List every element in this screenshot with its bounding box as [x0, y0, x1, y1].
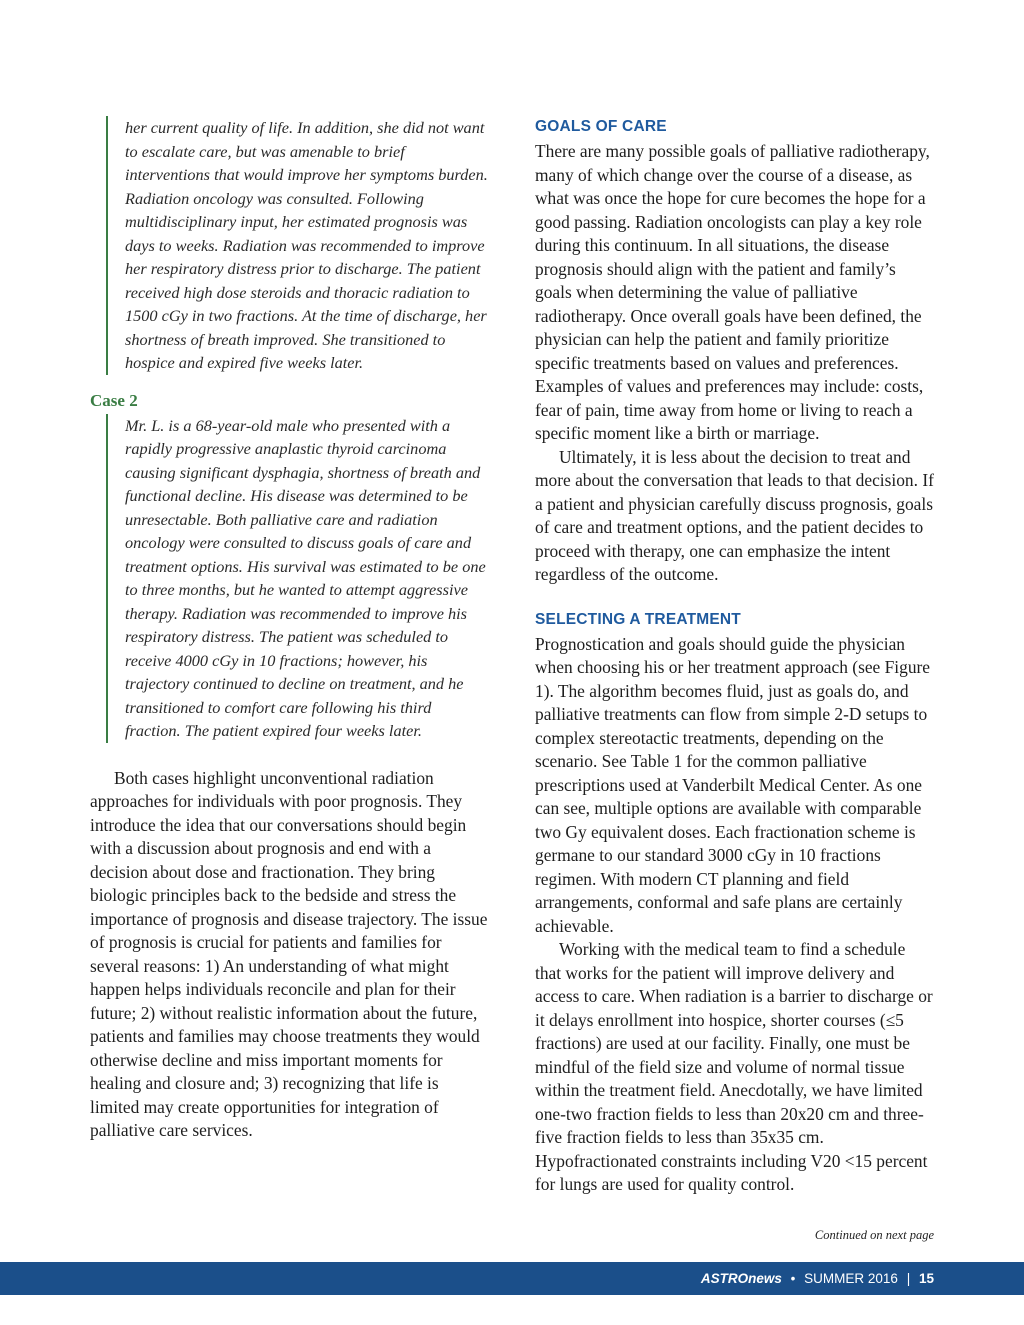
- left-column: [90, 116, 490, 1143]
- case-2-box: [106, 414, 490, 743]
- continued-note: Continued on next page: [814, 1228, 934, 1242]
- right-column: [535, 116, 935, 1197]
- discussion-paragraph: Both cases highlight unconventional radiation approaches for individuals with poor prognosis. They introduce the idea that our conversations should begin with a discussion about prognosis and end with a decision about dose and fractionation. They bring biologic principles back to the bedside and stress the importance of prognosis and disease trajectory. The issue of prognosis is crucial for patients and families for several reasons: 1) An understanding of what might happen helps individuals reconcile and plan for their future; 2) without realistic information about the future, patients and families may choose treatments they would otherwise decline and miss important moments for healing and closure and; 3) recognizing that life is limited may create opportunities for integration of palliative care services.: [90, 767, 488, 1140]
- publication-name: ASTROnews: [700, 1271, 782, 1286]
- footer-divider: |: [906, 1271, 911, 1286]
- page-number: 15: [918, 1271, 934, 1286]
- case-1-box: [106, 116, 490, 375]
- footer-bullet: •: [790, 1271, 796, 1286]
- issue-label: SUMMER 2016: [804, 1271, 898, 1286]
- goals-paragraph-2: Ultimately, it is less about the decision to treat and more about the conversation that leads to that decision. If a patient and physician carefully discuss prognosis, goals of care and treatment options, and the patient decides to proceed with therapy, one can emphasize the intent regardless of the outcome.: [535, 446, 934, 584]
- footer-bar: [0, 1262, 1024, 1295]
- goals-paragraph-1: There are many possible goals of palliative radiotherapy, many of which change over the course of a disease, as what was once the hope for cure becomes the hope for a good passing. Radiation oncologists can play a key role during this continuum. In all situations, the disease prognosis should align with the patient and family’s goals when determining the value of palliative radiotherapy. Once overall goals have been defined, the physician can help the patient and family prioritize specific treatments based on values and preferences. Examples of values and preferences may include: costs, fear of pain, time away from home or living to reach a specific moment like a birth or marriage.: [535, 141, 930, 443]
- goals-of-care-heading: GOALS OF CARE: [535, 118, 667, 135]
- footer-text: [701, 1270, 934, 1287]
- selecting-paragraph-1: Prognostication and goals should guide the physician when choosing his or her treatment approach (see Figure 1). The algorithm becomes fluid, just as goals do, and palliative treatments can flow from simple 2-D setups to complex stereotactic treatments, depending on the scenario. See Table 1 for the common palliative prescriptions used at Vanderbilt Medical Center. As one can see, multiple options are available with comparable two Gy equivalent doses. Each fractionation scheme is germane to our standard 3000 cGy in 10 fractions regimen. With modern CT planning and field arrangements, conformal and safe plans are certainly achievable.: [535, 633, 931, 936]
- selecting-paragraph-2: Working with the medical team to find a schedule that works for the patient will improve delivery and access to care. When radiation is a barrier to discharge or it delays enrollment into hospice, shorter courses (≤5 fractions) are used at our facility. Finally, one must be mindful of the field size and volume of normal tissue within the treatment field. Anecdotally, we have limited one-two fraction fields to less than 20x20 cm and three-five fraction fields to less than 35x35 cm. Hypofractionated constraints including V20 <15 percent for lungs are used for quality control.: [535, 939, 933, 1194]
- case-2-text: Mr. L. is a 68-year-old male who presented with a rapidly progressive anaplastic thyroid carcinoma causing significant dysphagia, shortness of breath and functional decline. His disease was determined to be unresectable. Both palliative care and radiation oncology were consulted to discuss goals of care and treatment options. His survival was estimated to be one to three months, but he wanted to attempt aggressive therapy. Radiation was recommended to improve his respiratory distress. The patient was scheduled to receive 4000 cGy in 10 fractions; however, his trajectory continued to decline on treatment, and he transitioned to comfort care following his third fraction. The patient expired four weeks later.: [125, 415, 486, 740]
- case-2-title: Case 2: [90, 390, 138, 410]
- case-1-text: her current quality of life. In addition, she did not want to escalate care, but was amenable to brief interventions that would improve her symptoms burden. Radiation oncology was consulted. Following multidisciplinary input, her estimated prognosis was days to weeks. Radiation was recommended to improve her respiratory distress prior to discharge. The patient received high dose steroids and thoracic radiation to 1500 cGy in two fractions. At the time of discharge, her shortness of breath improved. She transitioned to hospice and expired five weeks later.: [125, 118, 488, 372]
- selecting-treatment-heading: SELECTING A TREATMENT: [535, 610, 741, 628]
